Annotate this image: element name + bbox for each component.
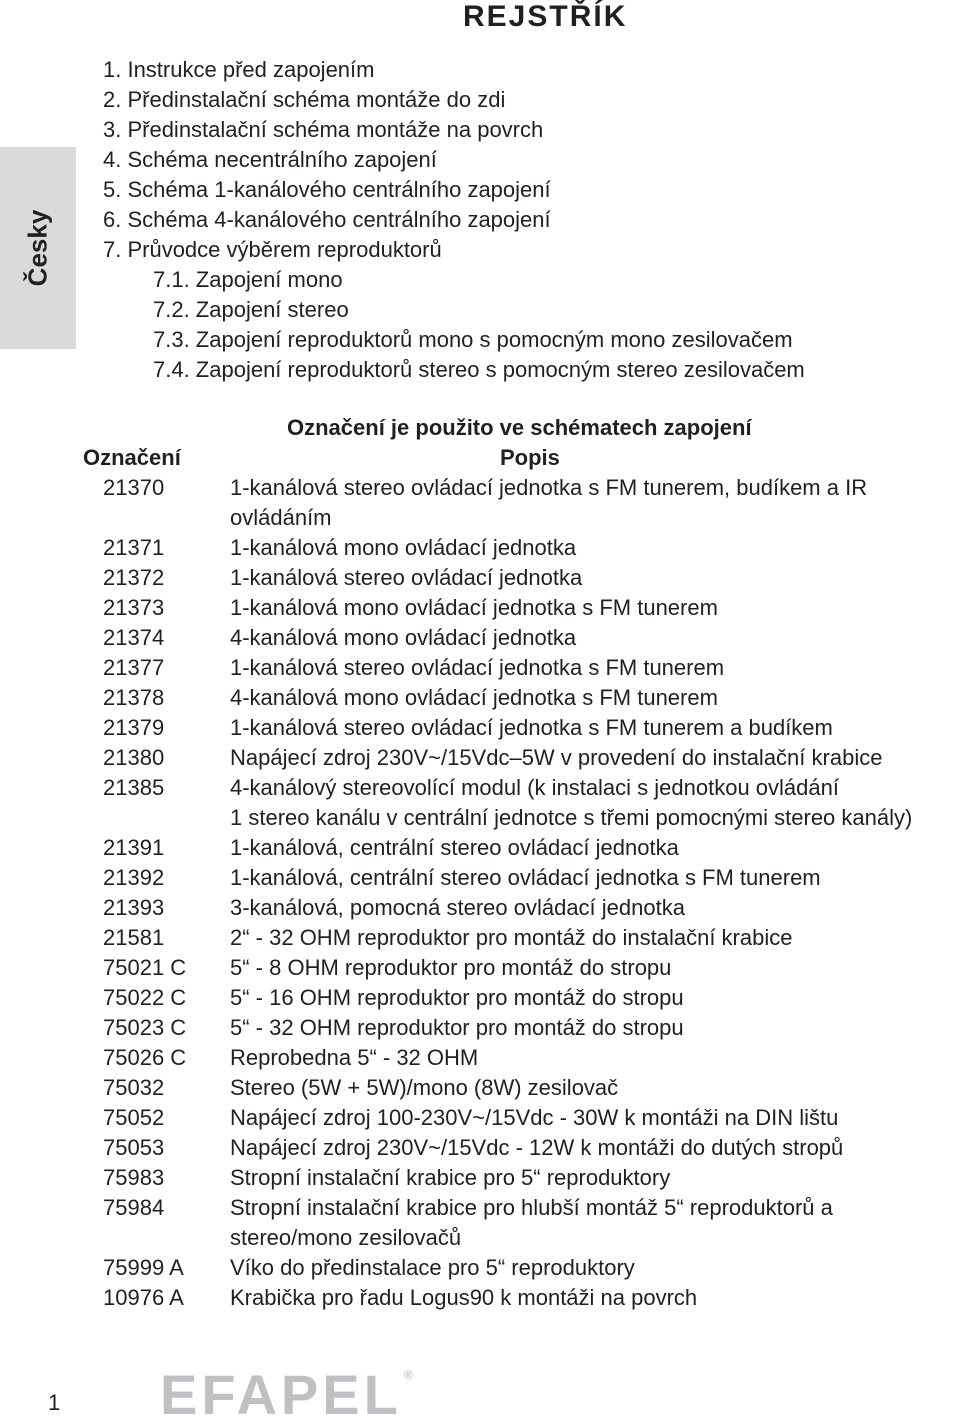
product-code: 21373 <box>103 595 165 620</box>
registered-mark: ® <box>403 1368 413 1382</box>
product-description: Víko do předinstalace pro 5“ reproduktory <box>230 1255 635 1280</box>
product-code: 75022 C <box>103 985 187 1010</box>
product-description: Stropní instalační krabice pro 5“ reproduktory <box>230 1165 671 1190</box>
product-description: Napájecí zdroj 230V~/15Vdc–5W v provedení do instalační krabice <box>230 745 883 770</box>
toc-item: 7.4. Zapojení reproduktorů stereo s pomocným stereo zesilovačem <box>153 357 805 382</box>
product-table <box>0 473 960 1313</box>
product-code: 21380 <box>103 745 165 770</box>
product-description: 5“ - 8 OHM reproduktor pro montáž do stropu <box>230 955 672 980</box>
language-tab <box>0 147 76 349</box>
product-description: Reprobedna 5“ - 32 OHM <box>230 1045 479 1070</box>
product-code: 75032 <box>103 1075 165 1100</box>
table-of-contents <box>103 55 805 385</box>
product-description: 1-kanálová mono ovládací jednotka s FM tunerem <box>230 595 718 620</box>
product-code: 21378 <box>103 685 165 710</box>
toc-item: 7.3. Zapojení reproduktorů mono s pomocným mono zesilovačem <box>153 327 793 352</box>
product-description: 5“ - 16 OHM reproduktor pro montáž do stropu <box>230 985 684 1010</box>
table-row <box>0 1043 960 1073</box>
product-description: Krabička pro řadu Logus90 k montáži na povrch <box>230 1285 698 1310</box>
table-row <box>0 473 960 533</box>
table-row <box>0 833 960 863</box>
table-row <box>0 923 960 953</box>
product-code: 75999 A <box>103 1255 184 1280</box>
table-row <box>0 893 960 923</box>
product-code: 21385 <box>103 775 165 800</box>
table-row <box>0 1133 960 1163</box>
product-description: 5“ - 32 OHM reproduktor pro montáž do stropu <box>230 1015 684 1040</box>
table-row <box>0 713 960 743</box>
product-code: 21391 <box>103 835 165 860</box>
efapel-logo <box>160 1362 413 1427</box>
product-code: 75023 C <box>103 1015 187 1040</box>
product-code: 21374 <box>103 625 165 650</box>
table-row <box>0 1193 960 1253</box>
table-row <box>0 1013 960 1043</box>
product-description: 1-kanálová stereo ovládací jednotka s FM tunerem a budíkem <box>230 715 833 740</box>
product-code: 10976 A <box>103 1285 184 1310</box>
table-row <box>0 1283 960 1313</box>
language-tab-label: Česky <box>22 209 53 287</box>
product-code: 21371 <box>103 535 165 560</box>
product-code: 75053 <box>103 1135 165 1160</box>
column-header-description: Popis <box>500 445 560 470</box>
table-row <box>0 863 960 893</box>
toc-item: 7. Průvodce výběrem reproduktorů <box>103 237 442 262</box>
toc-item: 5. Schéma 1-kanálového centrálního zapojení <box>103 177 551 202</box>
table-row <box>0 953 960 983</box>
product-description: 1-kanálová stereo ovládací jednotka s FM tunerem, budíkem a IR ovládáním <box>230 475 868 530</box>
product-description: Napájecí zdroj 100-230V~/15Vdc - 30W k montáži na DIN lištu <box>230 1105 839 1130</box>
product-description: 1-kanálová stereo ovládací jednotka <box>230 565 583 590</box>
product-description: Napájecí zdroj 230V~/15Vdc - 12W k montáži do dutých stropů <box>230 1135 844 1160</box>
table-title: Označení je použito ve schématech zapojení <box>287 415 752 440</box>
product-code: 21581 <box>103 925 165 950</box>
toc-item: 1. Instrukce před zapojením <box>103 57 375 82</box>
table-row <box>0 563 960 593</box>
table-row <box>0 983 960 1013</box>
product-description: 1-kanálová, centrální stereo ovládací jednotka <box>230 835 679 860</box>
product-code: 75983 <box>103 1165 165 1190</box>
toc-item: 7.2. Zapojení stereo <box>153 297 349 322</box>
product-description: Stropní instalační krabice pro hlubší montáž 5“ reproduktorů a stereo/mono zesilovačů <box>230 1195 833 1250</box>
table-row <box>0 533 960 563</box>
product-code: 75026 C <box>103 1045 187 1070</box>
logo-text: EFAPEL <box>160 1363 402 1426</box>
table-row <box>0 743 960 773</box>
table-row <box>0 1253 960 1283</box>
product-description: 2“ - 32 OHM reproduktor pro montáž do instalační krabice <box>230 925 793 950</box>
product-description: 1-kanálová, centrální stereo ovládací jednotka s FM tunerem <box>230 865 821 890</box>
table-row <box>0 593 960 623</box>
column-header-code: Označení <box>83 445 181 470</box>
product-code: 75052 <box>103 1105 165 1130</box>
product-code: 21377 <box>103 655 165 680</box>
table-row <box>0 1163 960 1193</box>
product-description: 4-kanálový stereovolící modul (k instalaci s jednotkou ovládání 1 stereo kanálu v centrální jednotce s třemi pomocnými stereo kanály) <box>230 775 913 830</box>
table-row <box>0 653 960 683</box>
product-code: 21370 <box>103 475 165 500</box>
table-row <box>0 683 960 713</box>
product-description: 4-kanálová mono ovládací jednotka s FM tunerem <box>230 685 718 710</box>
table-row <box>0 623 960 653</box>
product-code: 75984 <box>103 1195 165 1220</box>
page-title: REJSTŘÍK <box>463 0 628 33</box>
product-code: 21372 <box>103 565 165 590</box>
toc-item: 6. Schéma 4-kanálového centrálního zapojení <box>103 207 551 232</box>
product-description: 1-kanálová mono ovládací jednotka <box>230 535 577 560</box>
product-code: 75021 C <box>103 955 187 980</box>
toc-item: 3. Předinstalační schéma montáže na povrch <box>103 117 544 142</box>
product-code: 21393 <box>103 895 165 920</box>
page-number: 1 <box>48 1390 61 1415</box>
product-description: Stereo (5W + 5W)/mono (8W) zesilovač <box>230 1075 619 1100</box>
table-row <box>0 1103 960 1133</box>
table-row <box>0 1073 960 1103</box>
product-code: 21392 <box>103 865 165 890</box>
product-description: 1-kanálová stereo ovládací jednotka s FM tunerem <box>230 655 725 680</box>
toc-item: 2. Předinstalační schéma montáže do zdi <box>103 87 506 112</box>
product-description: 4-kanálová mono ovládací jednotka <box>230 625 577 650</box>
product-code: 21379 <box>103 715 165 740</box>
toc-item: 7.1. Zapojení mono <box>153 267 343 292</box>
toc-item: 4. Schéma necentrálního zapojení <box>103 147 437 172</box>
table-row <box>0 773 960 833</box>
product-description: 3-kanálová, pomocná stereo ovládací jednotka <box>230 895 685 920</box>
